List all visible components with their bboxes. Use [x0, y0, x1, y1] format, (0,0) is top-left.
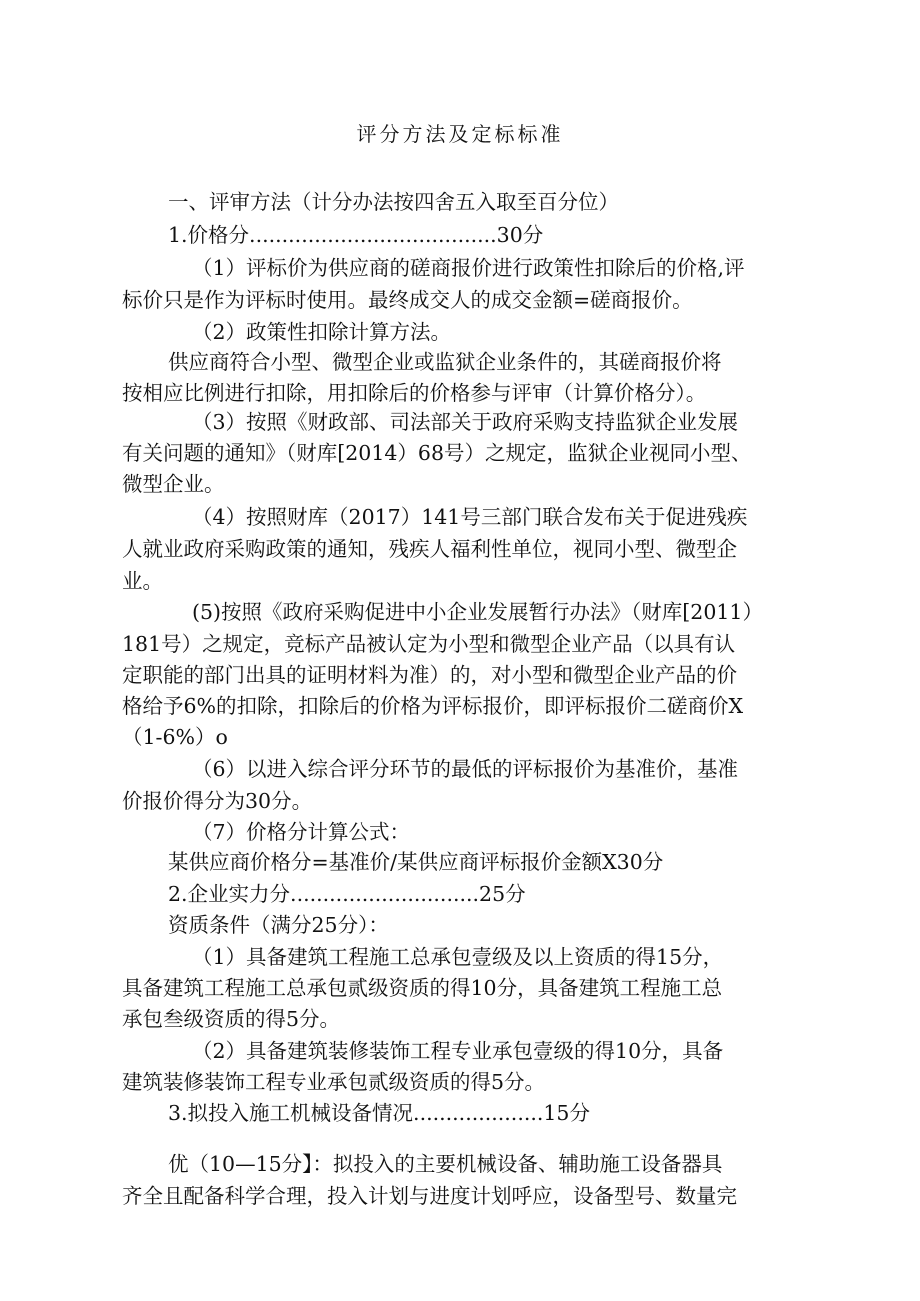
paragraph-line: 具备建筑工程施工总承包贰级资质的得10分，具备建筑工程施工总 — [122, 976, 723, 1000]
paragraph-line: 优（10—15分】：拟投入的主要机械设备、辅助施工设备器具 — [168, 1152, 723, 1176]
paragraph-line: （1）具备建筑工程施工总承包壹级及以上资质的得15分， — [192, 945, 724, 969]
paragraph-line: 定职能的部门出具的证明材料为准）的，对小型和微型企业产品的价 — [122, 663, 737, 687]
paragraph-line: (5)按照《政府采购促进中小企业发展暂行办法》（财库[2011） — [192, 600, 763, 624]
paragraph-line: 资质条件（满分25分）： — [168, 913, 389, 937]
paragraph-line: （7）价格分计算公式： — [192, 820, 411, 844]
paragraph-line: 标价只是作为评标时使用。最终成交人的成交金额=磋商报价。 — [122, 288, 693, 312]
paragraph-line: （2）政策性扣除计算方法。 — [192, 320, 452, 344]
paragraph-line: （6）以进入综合评分环节的最低的评标报价为基准价，基准 — [192, 757, 739, 781]
paragraph-line: （1）评标价为供应商的磋商报价进行政策性扣除后的价格,评 — [192, 256, 745, 280]
paragraph-line: 建筑装修装饰工程专业承包贰级资质的得5分。 — [122, 1070, 546, 1094]
paragraph-line: （2）具备建筑装修装饰工程专业承包壹级的得10分，具备 — [192, 1039, 724, 1063]
paragraph-line: 181号）之规定，竞标产品被认定为小型和微型企业产品（以具有认 — [122, 632, 736, 656]
paragraph-line: 有关问题的通知》（财库[2014）68号）之规定，监狱企业视同小型、 — [122, 441, 752, 465]
paragraph-line: 业。 — [122, 569, 163, 593]
document-title: 评分方法及定标标准 — [356, 122, 564, 146]
paragraph-line: 齐全且配备科学合理，投入计划与进度计划呼应，设备型号、数量完 — [122, 1184, 737, 1208]
paragraph-line: 人就业政府采购政策的通知，残疾人福利性单位，视同小型、微型企 — [122, 537, 737, 561]
paragraph-line: （1-6%）o — [122, 725, 228, 749]
paragraph-line: 承包叁级资质的得5分。 — [122, 1007, 341, 1031]
paragraph-line: （3）按照《财政部、司法部关于政府采购支持监狱企业发展 — [192, 410, 739, 434]
item-price-score: 1.价格分......................................30分 — [168, 223, 544, 247]
paragraph-line: 供应商符合小型、微型企业或监狱企业条件的，其磋商报价将 — [168, 350, 722, 374]
paragraph-line: 某供应商价格分=基准价/某供应商评标报价金额X30分 — [168, 850, 664, 874]
paragraph-line: 微型企业。 — [122, 472, 225, 496]
paragraph-line: 按相应比例进行扣除，用扣除后的价格参与评审（计算价格分）。 — [122, 381, 707, 405]
section-heading-review-method: 一、评审方法（计分办法按四舍五入取至百分位） — [168, 190, 619, 214]
item-equipment: 3.拟投入施工机械设备情况....................15分 — [168, 1101, 590, 1125]
paragraph-line: 格给予6%的扣除，扣除后的价格为评标报价，即评标报价二磋商价X — [122, 694, 744, 718]
paragraph-line: （4）按照财库（2017）141号三部门联合发布关于促进残疾 — [192, 505, 748, 529]
paragraph-line: 价报价得分为30分。 — [122, 789, 313, 813]
item-company-strength: 2.企业实力分.............................25分 — [168, 882, 526, 906]
